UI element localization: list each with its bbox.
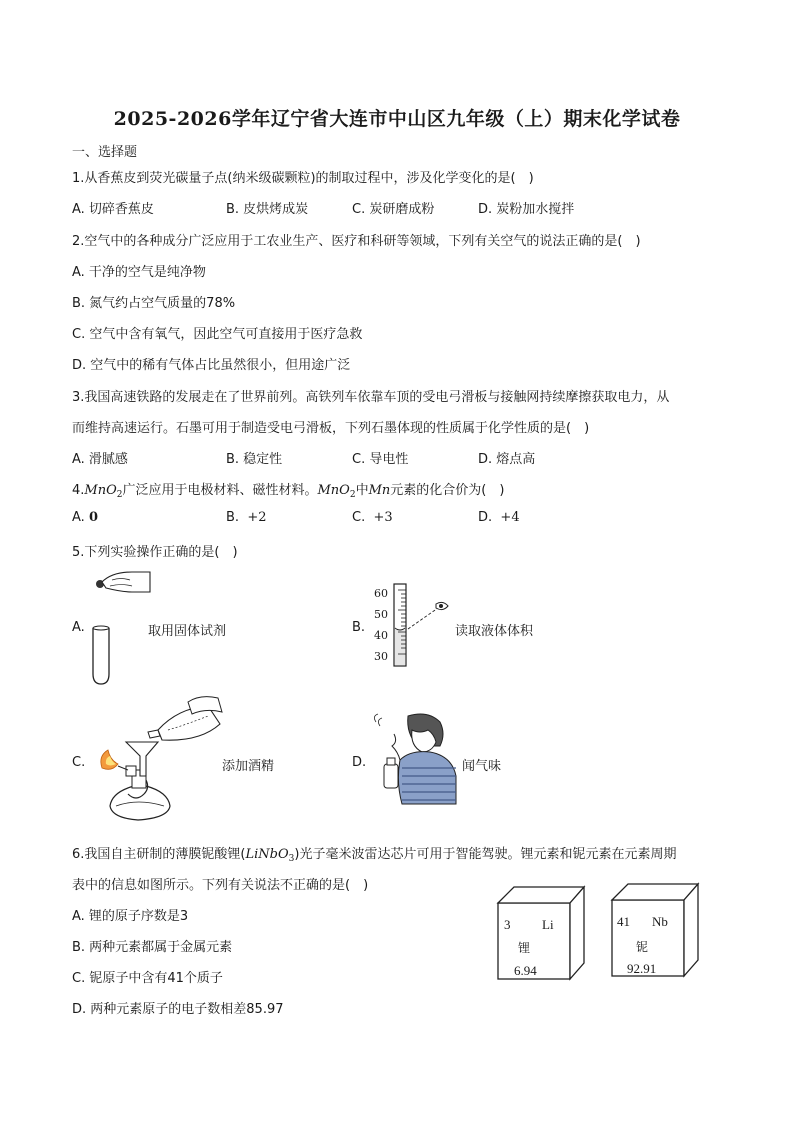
q4-formula-repeat: MnO$_2$ <box>317 483 356 500</box>
q4-formula: MnO$_2$ <box>84 483 123 500</box>
q4-mid2: 中 <box>355 483 369 498</box>
q3-stem-line2: 而维持高速运行。石墨可用于制造受电弓滑板，下列石墨体现的性质属于化学性质的是( ) <box>72 421 590 436</box>
q4-suffix: 元素的化合价为( ) <box>390 483 505 498</box>
q3-option-c[interactable]: C. 导电性 <box>352 452 409 467</box>
section-heading: 一、选择题 <box>72 145 138 160</box>
q5-option-b-label: 读取液体体积 <box>455 624 534 639</box>
q4-option-a[interactable]: A. 0 <box>72 510 98 525</box>
q5-option-a-label: 取用固体试剂 <box>148 624 227 639</box>
q5-option-c-label: 添加酒精 <box>222 759 275 774</box>
cylinder-tick-30: 30 <box>374 650 388 663</box>
q5-option-d-letter[interactable]: D. <box>352 755 367 770</box>
lithium-number: 3 <box>504 917 511 932</box>
q1-option-c[interactable]: C. 炭研磨成粉 <box>352 202 435 217</box>
q4-mid1: 广泛应用于电极材料、磁性材料。 <box>122 483 318 498</box>
cylinder-tick-40: 40 <box>374 629 388 642</box>
q2-option-b[interactable]: B. 氮气约占空气质量的78% <box>72 296 236 311</box>
q4-stem <box>72 479 504 500</box>
lithium-symbol: Li <box>542 917 554 932</box>
lithium-name: 锂 <box>518 941 531 955</box>
q4-option-c[interactable]: C. +3 <box>352 510 393 525</box>
q6-option-c[interactable]: C. 铌原子中含有41个质子 <box>72 971 223 986</box>
q3-option-b[interactable]: B. 稳定性 <box>226 452 283 467</box>
page-title: 2025-2026学年辽宁省大连市中山区九年级（上）期末化学试卷 <box>113 108 681 130</box>
q6-formula: LiNbO$_3$ <box>245 847 295 864</box>
q1-option-b[interactable]: B. 皮烘烤成炭 <box>226 202 309 217</box>
q2-stem: 2.空气中的各种成分广泛应用于工农业生产、医疗和科研等领域，下列有关空气的说法正确的是( ) <box>72 234 641 249</box>
q1-option-d[interactable]: D. 炭粉加水搅拌 <box>478 202 575 217</box>
q2-option-c[interactable]: C. 空气中含有氧气，因此空气可直接用于医疗急救 <box>72 327 363 342</box>
q4-option-b[interactable]: B. +2 <box>226 510 267 525</box>
niobium-number: 41 <box>617 914 630 929</box>
periodic-cell-lithium <box>496 885 588 983</box>
q2-option-a[interactable]: A. 干净的空气是纯净物 <box>72 265 206 280</box>
alcohol-lamp-funnel-illustration <box>88 694 223 822</box>
cylinder-tick-60: 60 <box>374 587 388 600</box>
q4-option-d[interactable]: D. +4 <box>478 510 520 525</box>
q5-option-d-label: 闻气味 <box>462 759 502 774</box>
lithium-mass: 6.94 <box>514 963 537 978</box>
q5-option-b-letter[interactable]: B. <box>352 620 366 635</box>
q4-element: Mn <box>368 483 391 498</box>
cylinder-tick-50: 50 <box>374 608 388 621</box>
person-smelling-illustration <box>370 712 460 804</box>
q1-option-a[interactable]: A. 切碎香蕉皮 <box>72 202 154 217</box>
q6-option-b[interactable]: B. 两种元素都属于金属元素 <box>72 940 233 955</box>
q2-option-d[interactable]: D. 空气中的稀有气体占比虽然很小，但用途广泛 <box>72 358 351 373</box>
niobium-name: 铌 <box>636 940 649 954</box>
q5-option-a-letter[interactable]: A. <box>72 620 85 635</box>
q3-option-a[interactable]: A. 滑腻感 <box>72 452 128 467</box>
niobium-mass: 92.91 <box>627 961 657 976</box>
q5-stem: 5.下列实验操作正确的是( ) <box>72 545 238 560</box>
q6-stem-line2: 表中的信息如图所示。下列有关说法不正确的是( ) <box>72 878 369 893</box>
niobium-symbol: Nb <box>652 914 668 929</box>
q6-stem-line1: 6.我国自主研制的薄膜铌酸锂(LiNbO$_3$)光子毫米波雷达芯片可用于智能驾驶。锂元素和铌元素在元素周期 <box>72 847 677 864</box>
q6-option-d[interactable]: D. 两种元素原子的电子数相差85.97 <box>72 1002 284 1017</box>
q3-stem-line1: 3.我国高速铁路的发展走在了世界前列。高铁列车依靠车顶的受电弓滑板与接触网持续摩擦获取电力，从 <box>72 390 670 405</box>
q3-option-d[interactable]: D. 熔点高 <box>478 452 536 467</box>
q5-option-c-letter[interactable]: C. <box>72 755 86 770</box>
q1-stem: 1.从香蕉皮到荧光碳量子点(纳米级碳颗粒)的制取过程中，涉及化学变化的是( ) <box>72 171 534 186</box>
q6-option-a[interactable]: A. 锂的原子序数是3 <box>72 909 189 924</box>
q4-prefix: 4. <box>72 483 85 498</box>
